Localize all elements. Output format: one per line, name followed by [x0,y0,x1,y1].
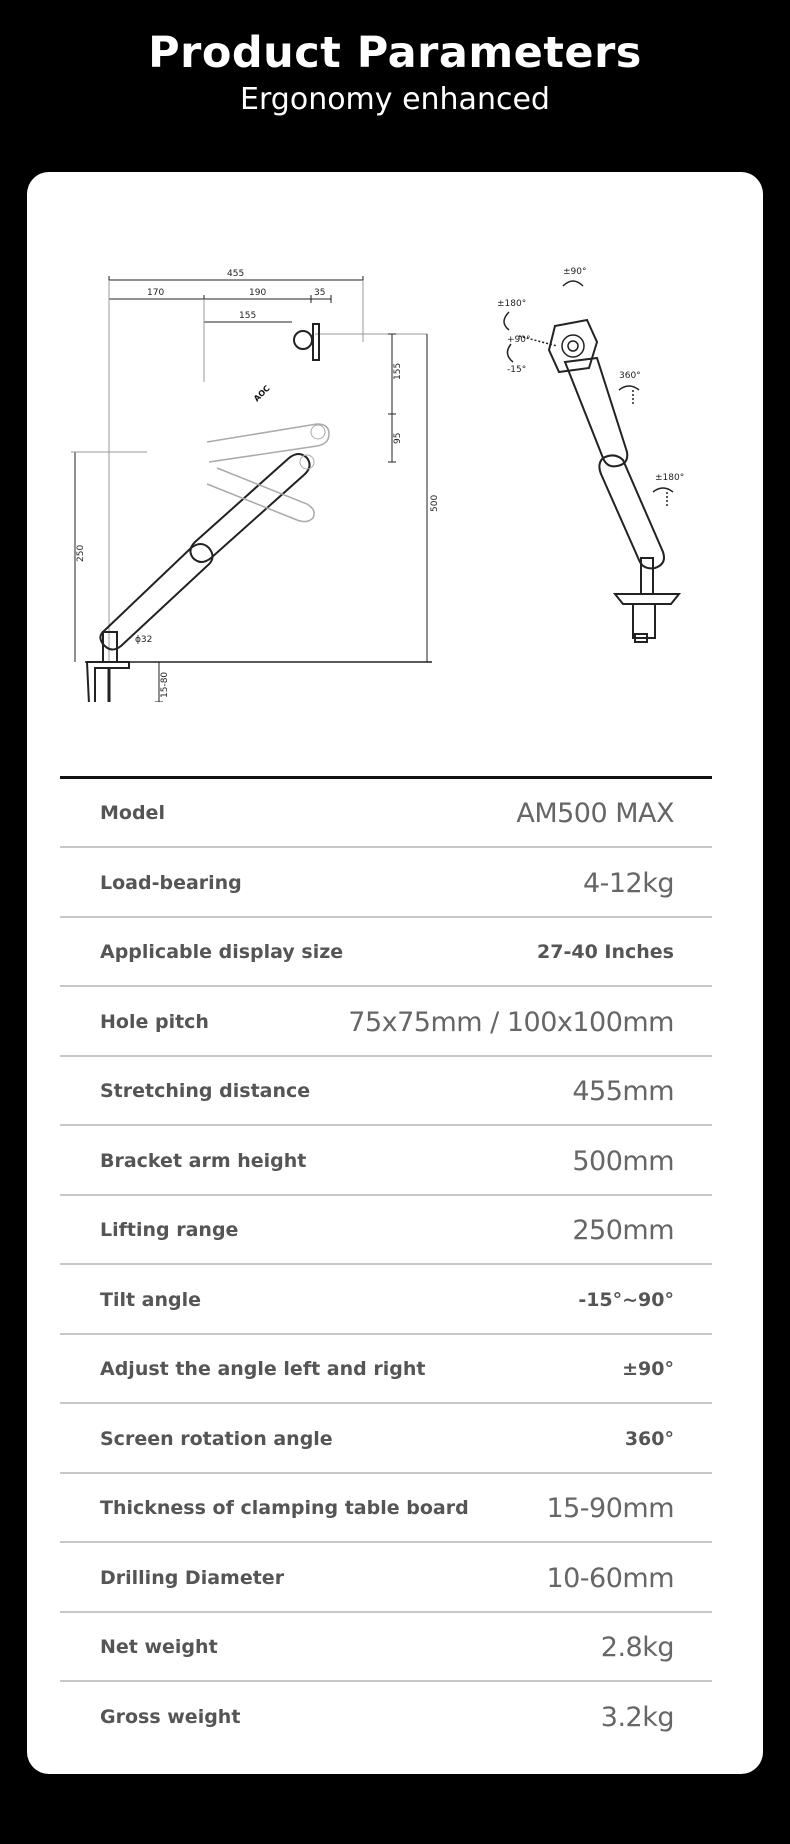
spec-value: 27-40 Inches [537,941,674,963]
label-tilt-up: +90° [507,335,531,345]
dim-35: 35 [314,288,326,298]
spec-value: 10-60mm [546,1562,674,1594]
spec-row [60,1335,712,1404]
spec-row [60,1266,712,1335]
dim-155-vertical: 155 [393,362,403,380]
spec-label: Thickness of clamping table board [100,1497,469,1519]
label-rotate-top: ±90° [563,267,587,277]
spec-label: Bracket arm height [100,1149,307,1172]
spec-value: 75x75mm / 100x100mm [348,1006,674,1038]
spec-value: 360° [624,1427,674,1450]
spec-row [60,988,712,1057]
side-view [71,276,432,702]
monitor-arm-diagram [67,262,747,702]
spec-row [60,918,712,987]
spec-label: Tilt angle [100,1288,202,1311]
side-view-labels [76,269,440,698]
spec-value: 4-12kg [582,867,674,899]
spec-label: Load-bearing [100,871,242,894]
spec-label: Applicable display size [100,941,344,963]
spec-row [60,1127,712,1196]
dim-250: 250 [76,544,86,562]
spec-value: AM500 MAX [516,798,674,829]
spec-label: Lifting range [100,1219,239,1241]
spec-value: -15°~90° [578,1288,674,1311]
spec-row [60,1196,712,1265]
brand-mark: AOC [252,383,272,404]
spec-label: Stretching distance [100,1080,311,1102]
label-swivel: 360° [619,371,641,381]
spec-row [60,1474,712,1543]
dim-455: 455 [227,269,245,279]
label-rotate-left: ±180° [497,299,527,309]
label-tilt-down: -15° [507,365,527,375]
spec-row [60,1057,712,1126]
spec-label: Net weight [100,1636,218,1658]
spec-row [60,1683,712,1752]
spec-row [60,1544,712,1613]
page-title: Product Parameters [148,28,642,78]
dim-190: 190 [249,288,267,298]
spec-value: 500mm [572,1145,674,1177]
spec-row [60,1613,712,1682]
spec-value: 250mm [572,1215,674,1246]
dim-155-horizontal: 155 [239,311,257,321]
spec-label: Adjust the angle left and right [100,1358,426,1380]
label-base-rotate: ±180° [655,473,685,483]
spec-row [60,779,712,848]
spec-label: Hole pitch [100,1010,209,1033]
dim-500: 500 [430,494,440,512]
spec-value: 455mm [572,1076,674,1107]
spec-label: Screen rotation angle [100,1427,333,1450]
dim-170: 170 [147,288,165,298]
dim-15-80: 15-80 [160,671,170,698]
dim-phi32: ϕ32 [135,635,153,645]
page-subtitle: Ergonomy enhanced [240,82,550,117]
dim-95: 95 [393,432,403,444]
diagram-svg [67,262,747,702]
spec-value: 3.2kg [600,1701,674,1733]
spec-row [60,849,712,918]
spec-row [60,1405,712,1474]
spec-value: 15-90mm [546,1493,674,1524]
spec-value: ±90° [622,1358,674,1380]
perspective-labels [497,267,684,483]
spec-label: Gross weight [100,1705,241,1728]
spec-label: Drilling Diameter [100,1566,285,1589]
spec-value: 2.8kg [600,1632,674,1663]
spec-card [27,172,763,1774]
spec-label: Model [100,802,165,824]
